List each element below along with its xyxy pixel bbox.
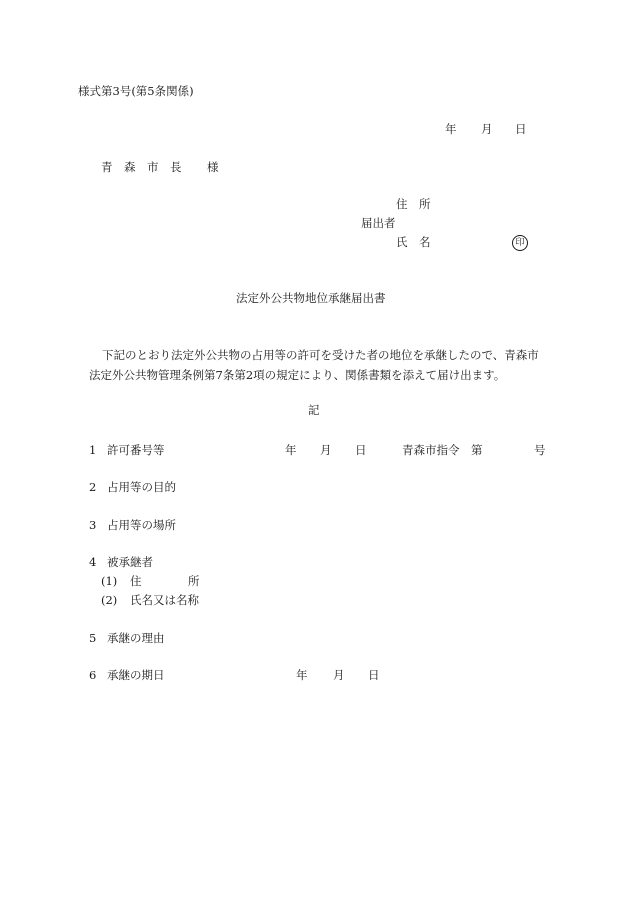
applicant-name-label: 氏 名 [396, 235, 431, 249]
item1-go: 号 [534, 443, 546, 457]
item1-number: 1 [89, 443, 97, 457]
item1-label: 許可番号等 [107, 443, 165, 457]
applicant-notifier-label: 届出者 [361, 216, 396, 230]
body-line-1: 下記のとおり法定外公共物の占用等の許可を受けた者の地位を承継したので、青森市 [102, 348, 539, 362]
addressee-honorific: 様 [207, 160, 219, 174]
item1-day: 日 [355, 443, 367, 457]
item5-number: 5 [89, 631, 97, 645]
ki-heading: 記 [308, 403, 320, 417]
item4-sub1-label-a: 住 [130, 574, 142, 588]
seal-mark [512, 235, 528, 251]
item6-month: 月 [333, 668, 345, 682]
addressee-name: 青 森 市 長 [101, 160, 182, 174]
body-line-2: 法定外公共物管理条例第7条第2項の規定により、関係書類を添えて届け出ます。 [89, 368, 506, 382]
item1-month: 月 [320, 443, 332, 457]
item6-day: 日 [368, 668, 380, 682]
applicant-address-label: 住 所 [396, 197, 431, 211]
item2-number: 2 [89, 480, 97, 494]
date-day: 日 [515, 122, 527, 136]
item4-sub2-label: 氏名又は名称 [130, 593, 199, 607]
date-month: 月 [481, 122, 493, 136]
item4-sub1-label-b: 所 [188, 574, 200, 588]
form-label: 様式第3号(第5条関係) [78, 84, 194, 98]
item1-year: 年 [285, 443, 297, 457]
item6-year: 年 [296, 668, 308, 682]
item4-sub1-number: (1) [101, 574, 118, 588]
item4-label: 被承継者 [107, 555, 153, 569]
item2-label: 占用等の目的 [107, 480, 176, 494]
item4-number: 4 [89, 555, 97, 569]
item3-label: 占用等の場所 [107, 518, 176, 532]
date-year: 年 [445, 122, 457, 136]
seal-text: 印 [512, 235, 528, 251]
item6-label: 承継の期日 [107, 668, 165, 682]
document-title: 法定外公共物地位承継届出書 [236, 291, 386, 305]
item5-label: 承継の理由 [107, 631, 165, 645]
item3-number: 3 [89, 518, 97, 532]
item6-number: 6 [89, 668, 97, 682]
item4-sub2-number: (2) [101, 593, 118, 607]
item1-directive: 青森市指令 第 [402, 443, 483, 457]
